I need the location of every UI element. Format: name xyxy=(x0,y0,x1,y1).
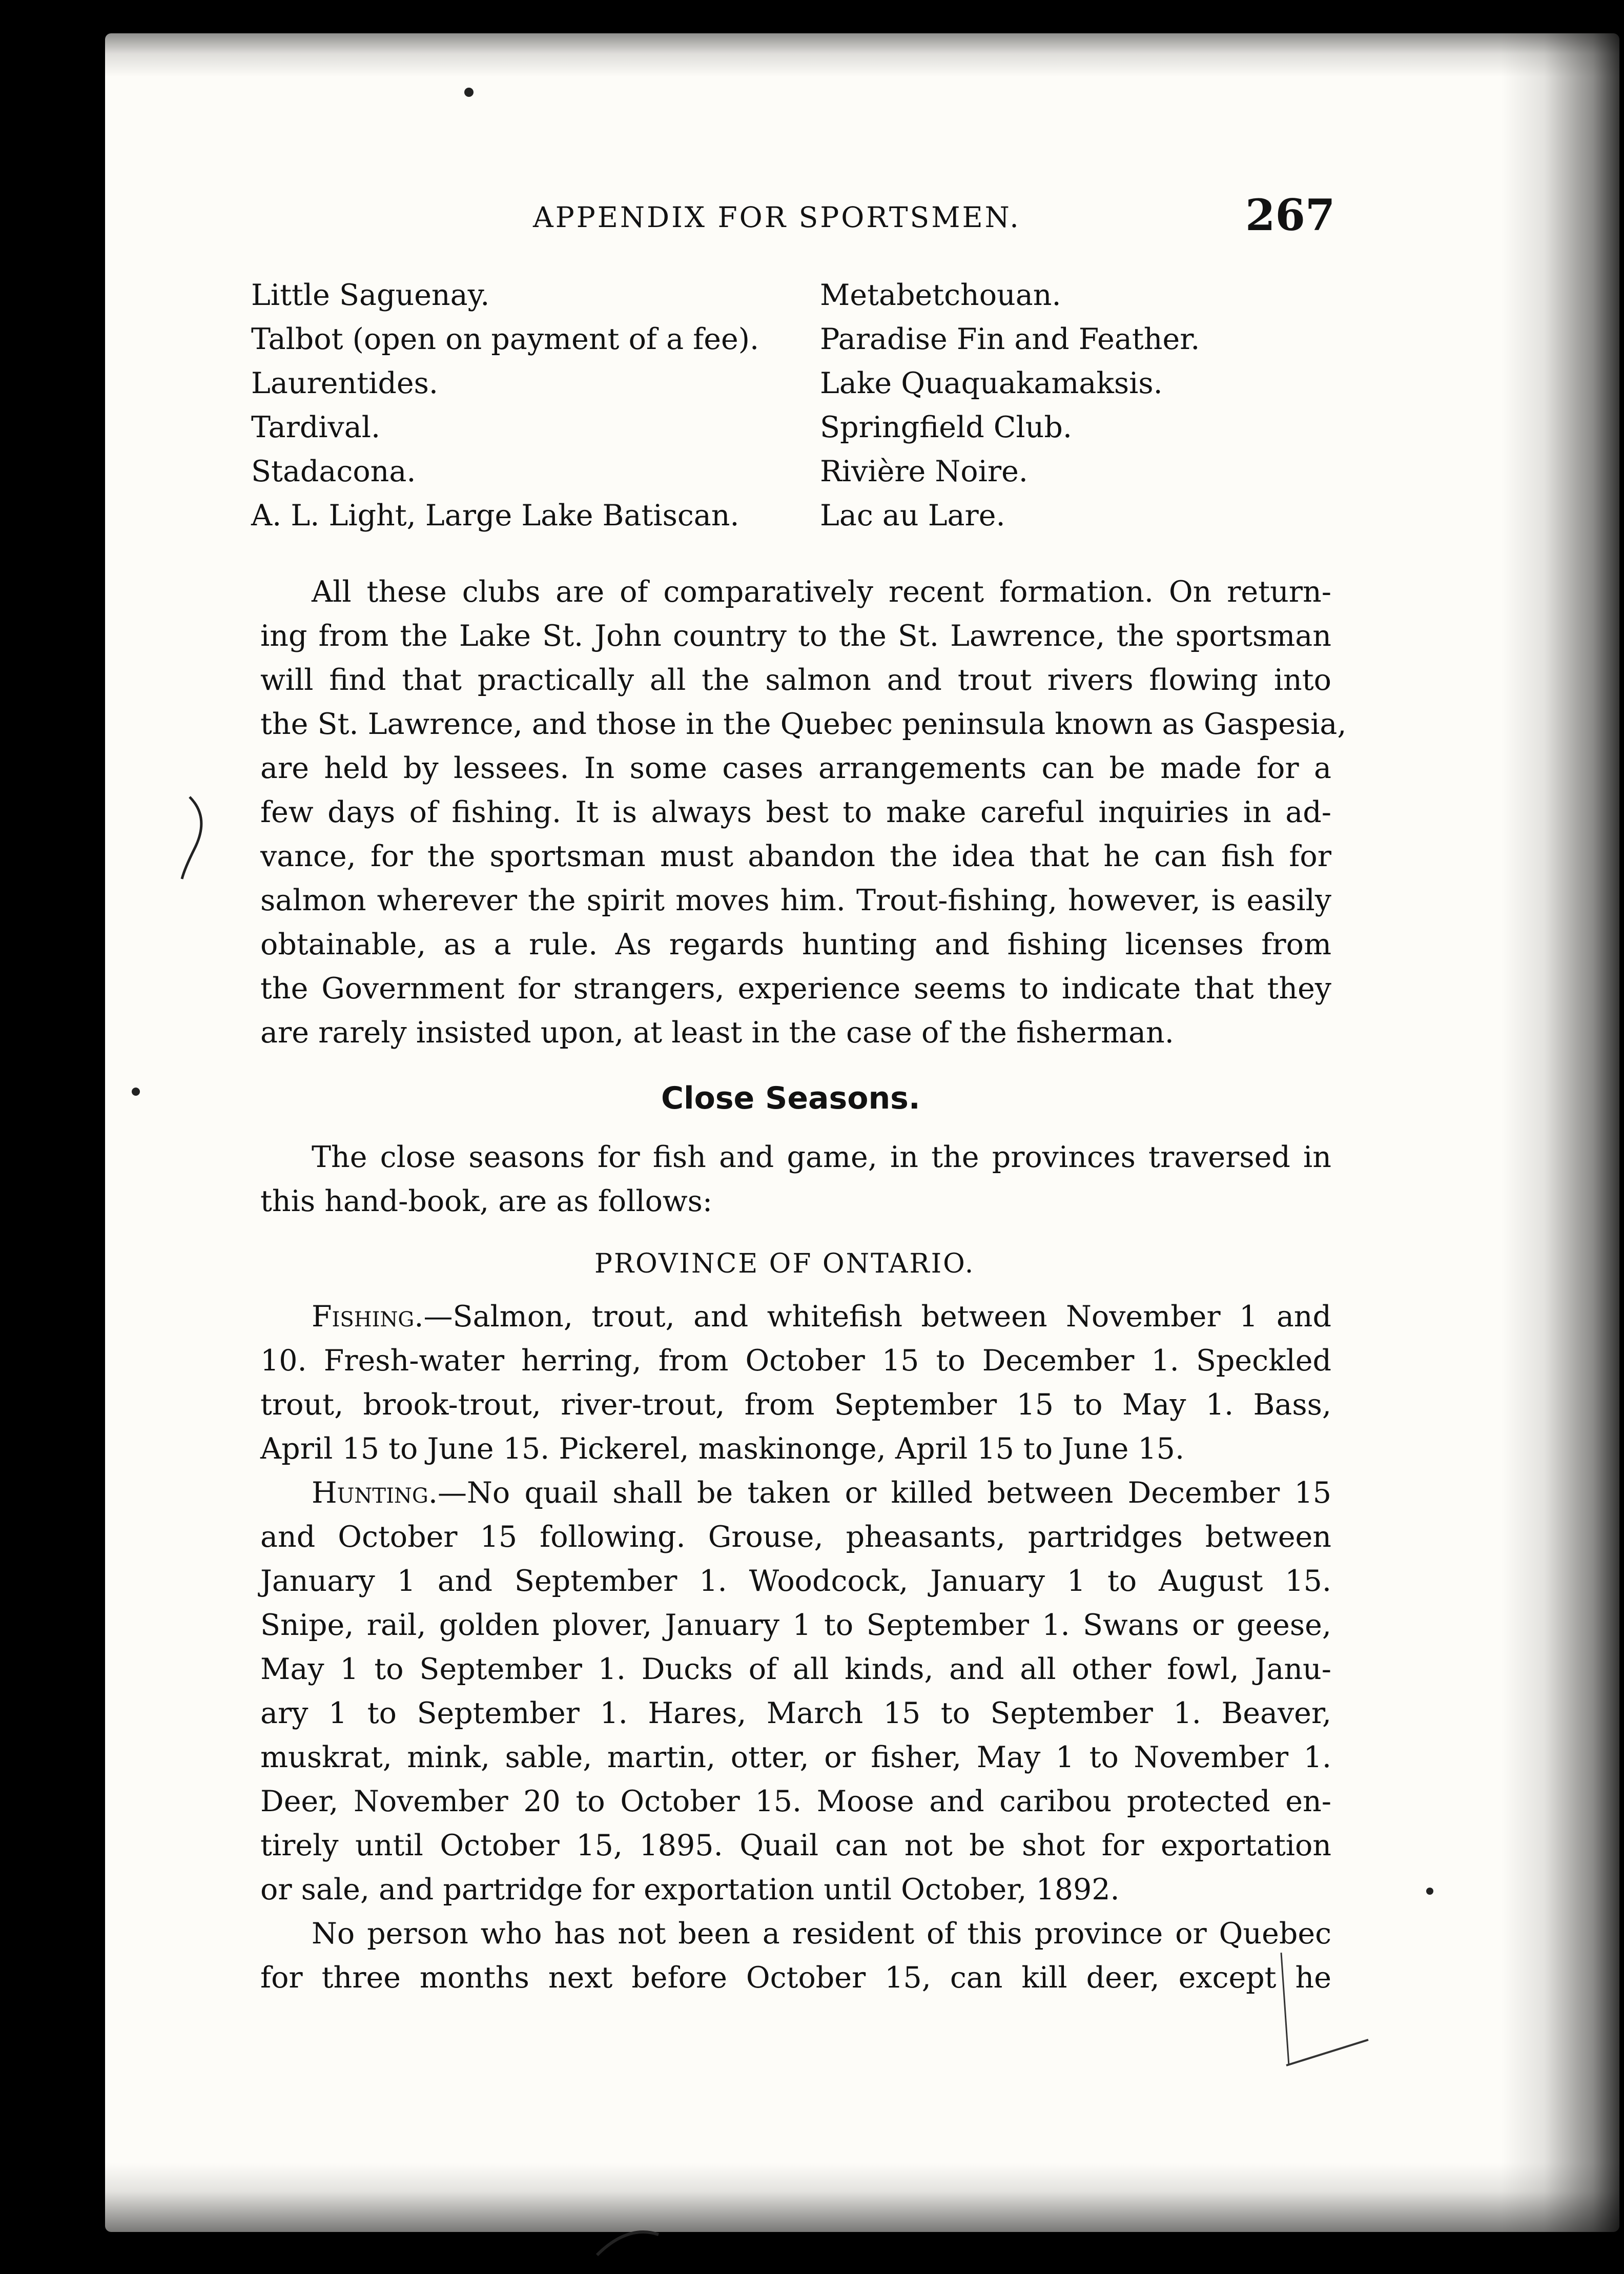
club-left-6: A. L. Light, Large Lake Batiscan. xyxy=(251,499,739,532)
club-left-3: Laurentides. xyxy=(251,366,438,400)
paragraph-line: All these clubs are of comparatively recent formation. On return- xyxy=(312,575,1331,609)
speck-mark xyxy=(464,88,474,97)
paragraph-line: The close seasons for fish and game, in the provinces traversed in xyxy=(312,1140,1331,1174)
paragraph-line: May 1 to September 1. Ducks of all kinds, and all other fowl, Janu- xyxy=(260,1652,1331,1686)
paragraph-line: the St. Lawrence, and those in the Quebec peninsula known as Gaspesia, xyxy=(260,707,1347,741)
paragraph-line: salmon wherever the spirit moves him. Trout-fishing, however, is easily xyxy=(260,884,1331,917)
paragraph-line: January 1 and September 1. Woodcock, January 1 to August 15. xyxy=(260,1564,1331,1598)
paragraph-line: will find that practically all the salmon and trout rivers flowing into xyxy=(260,663,1331,697)
club-left-2: Talbot (open on payment of a fee). xyxy=(251,322,759,356)
club-right-5: Rivière Noire. xyxy=(820,455,1028,488)
paragraph-line: Deer, November 20 to October 15. Moose and caribou protected en- xyxy=(260,1785,1331,1818)
hunting-line-1: —No quail shall be taken or killed between December 15 xyxy=(437,1476,1331,1510)
bottom-scribble-mark xyxy=(597,2232,659,2255)
fishing-line-1: —Salmon, trout, and whitefish between November 1 and xyxy=(423,1300,1331,1334)
paragraph-line: muskrat, mink, sable, martin, otter, or fisher, May 1 to November 1. xyxy=(260,1740,1331,1774)
paragraph-line: tirely until October 15, 1895. Quail can not be shot for exportation xyxy=(260,1829,1331,1862)
paragraph-line: No person who has not been a resident of this province or Quebec xyxy=(312,1917,1331,1951)
bottom-right-scribble-mark xyxy=(1286,2040,1368,2065)
section-title: Close Seasons. xyxy=(661,1080,920,1116)
club-left-1: Little Saguenay. xyxy=(251,278,490,312)
paragraph-line: 10. Fresh-water herring, from October 15 to December 1. Speckled xyxy=(260,1344,1331,1378)
fishing-label: Fishing. xyxy=(312,1300,424,1334)
paragraph-line: ary 1 to September 1. Hares, March 15 to September 1. Beaver, xyxy=(260,1696,1331,1730)
paragraph-line: few days of fishing. It is always best to make careful inquiries in ad- xyxy=(260,795,1331,829)
club-right-4: Springfield Club. xyxy=(820,411,1072,444)
club-right-2: Paradise Fin and Feather. xyxy=(820,322,1200,356)
paragraph-line: April 15 to June 15. Pickerel, maskinonge, April 15 to June 15. xyxy=(260,1432,1185,1466)
paragraph-line: or sale, and partridge for exportation until October, 1892. xyxy=(260,1873,1120,1907)
running-header: APPENDIX FOR SPORTSMEN. xyxy=(533,201,1021,234)
paragraph-line: trout, brook-trout, river-trout, from September 15 to May 1. Bass, xyxy=(260,1388,1331,1422)
paragraph-line: vance, for the sportsman must abandon the idea that he can fish for xyxy=(260,839,1331,873)
club-right-6: Lac au Lare. xyxy=(820,499,1005,532)
province-heading: PROVINCE OF ONTARIO. xyxy=(594,1248,975,1279)
club-left-5: Stadacona. xyxy=(251,455,416,488)
paragraph-line: are rarely insisted upon, at least in the case of the fisherman. xyxy=(260,1016,1174,1050)
paragraph-line: ing from the Lake St. John country to the St. Lawrence, the sportsman xyxy=(260,619,1331,653)
club-right-1: Metabetchouan. xyxy=(820,278,1061,312)
paragraph-line: obtainable, as a rule. As regards hunting and fishing licenses from xyxy=(260,928,1331,961)
paragraph-line: for three months next before October 15, can kill deer, except he xyxy=(260,1961,1331,1995)
club-right-3: Lake Quaquakamaksis. xyxy=(820,366,1163,400)
paragraph-line: and October 15 following. Grouse, pheasants, partridges between xyxy=(260,1520,1331,1554)
club-left-4: Tardival. xyxy=(251,411,381,444)
paragraph-line: this hand-book, are as follows: xyxy=(260,1184,713,1218)
speck-mark xyxy=(132,1088,140,1096)
paragraph-line: are held by lessees. In some cases arrangements can be made for a xyxy=(260,751,1331,785)
vertical-scribble-mark xyxy=(1281,1953,1289,2065)
paragraph-line: Snipe, rail, golden plover, January 1 to September 1. Swans or geese, xyxy=(260,1608,1331,1642)
page-number: 267 xyxy=(1245,190,1335,240)
paragraph-line: the Government for strangers, experience seems to indicate that they xyxy=(260,972,1331,1006)
hunting-label: Hunting. xyxy=(312,1476,438,1510)
margin-scribble-mark xyxy=(182,797,201,879)
speck-mark xyxy=(1426,1888,1433,1895)
